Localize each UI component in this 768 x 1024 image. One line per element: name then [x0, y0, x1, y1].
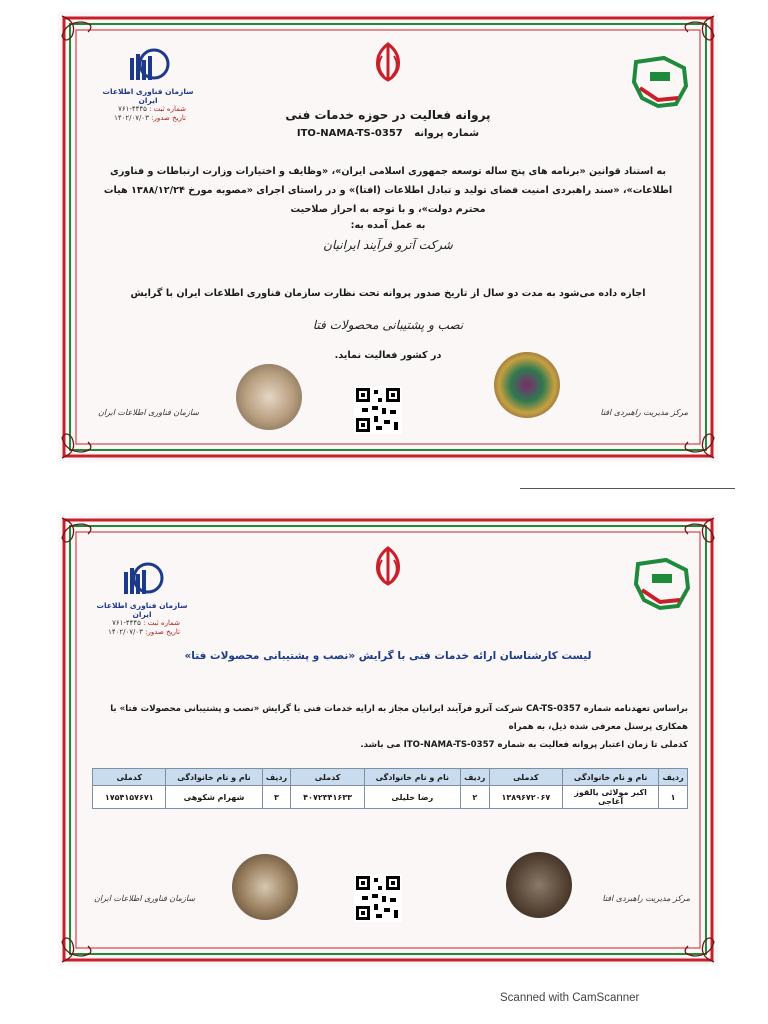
signature-left: سازمان فناوری اطلاعات ایران: [94, 894, 195, 903]
license-number-line: شماره پروانه ITO-NAMA-TS-0357: [296, 128, 480, 139]
signature-left: سازمان فناوری اطلاعات ایران: [98, 408, 199, 417]
technician-name: شهرام شکوهی: [166, 786, 262, 809]
ito-logo-icon: [120, 562, 164, 596]
license-certificate: [58, 12, 718, 462]
scanner-watermark: Scanned with CamScanner: [500, 992, 640, 1004]
col-name-header: نام و نام خانوادگی: [166, 769, 262, 786]
company-name: شرکت آترو فرآیند ایرانیان: [323, 238, 453, 252]
iran-map-icon: [628, 54, 692, 110]
issue-date: تاریخ صدور: ۱۴۰۲/۰۷/۰۳: [108, 628, 180, 636]
national-id: ۱۷۵۴۱۵۷۶۷۱: [93, 786, 166, 809]
col-id-header: کدملی: [489, 769, 562, 786]
official-stamp-icon: [506, 852, 572, 918]
national-id: ۱۳۸۹۶۷۲۰۶۷: [489, 786, 562, 809]
technician-name: رضا خلیلی: [364, 786, 460, 809]
col-id-header: کدملی: [93, 769, 166, 786]
certificate-title: پروانه فعالیت در حوزه خدمات فنی: [285, 108, 491, 122]
org-name: سازمان فناوری اطلاعات ایران: [102, 87, 194, 105]
list-title: لیست کارشناسان ارائه خدمات فنی با گرایش «نصب و پشتیبانی محصولات فتا»: [184, 650, 592, 662]
col-name-header: نام و نام خانوادگی: [364, 769, 460, 786]
technician-name: اکبر مولائی یالقوز آغاجی: [563, 786, 659, 809]
hologram-seal-icon: [232, 854, 298, 920]
iran-emblem-icon: [368, 544, 408, 588]
iran-map-logo: [628, 54, 698, 114]
col-name-header: نام و نام خانوادگی: [563, 769, 659, 786]
registration-number: شماره ثبت : ۴۴۴۵-۷۶۱: [118, 105, 186, 113]
activity-line: در کشور فعالیت نماید.: [334, 350, 442, 361]
table-row: [93, 786, 688, 809]
ito-logo-block: [92, 562, 192, 637]
signature-right: مرکز مدیریت راهبردی افتا: [600, 408, 688, 417]
org-name: سازمان فناوری اطلاعات ایران: [96, 601, 188, 619]
col-row-header: ردیف: [460, 769, 489, 786]
national-id: ۴۰۷۲۳۴۱۶۳۳: [291, 786, 364, 809]
col-row-header: ردیف: [262, 769, 291, 786]
iran-emblem-icon: [368, 40, 408, 84]
permit-line: اجازه داده می‌شود به مدت دو سال از تاریخ صدور پروانه تحت نظارت سازمان فناوری اطلاعات ایران با گرایش: [130, 288, 646, 299]
row-number: ۳: [262, 786, 291, 809]
registration-number: شماره ثبت : ۴۴۴۵-۷۶۱: [112, 619, 180, 627]
technicians-table: [92, 768, 688, 809]
signature-right: مرکز مدیریت راهبردی افتا: [602, 894, 690, 903]
license-number: ITO-NAMA-TS-0357: [296, 128, 403, 139]
page-separator: [520, 488, 735, 489]
col-id-header: کدملی: [291, 769, 364, 786]
hologram-seal-icon: [236, 364, 302, 430]
activity-field: نصب و پشتیبانی محصولات فتا: [312, 318, 464, 332]
legal-paragraph: به استناد قوانین «برنامه های پنج ساله توسعه جمهوری اسلامی ایران»، «وظایف و اختیارات وزارت ارتباطات و فناوری اطلاعات»، «سند راهبردی امنیت فضای تولید و تبادل اطلاعات (افتا)» و در راستای اجرای «مصوبه مورخ ۱۳۸۸/۱۲/۲۴ هیات محترم دولت»، و با توجه به احراز صلاحیت: [103, 166, 673, 215]
row-number: ۱: [659, 786, 688, 809]
row-number: ۲: [460, 786, 489, 809]
qr-code-icon: [354, 874, 402, 922]
commitment-paragraph: براساس تعهدنامه شماره CA-TS-0357 شرکت آترو فرآیند ایرانیان مجاز به ارایه خدمات فنی با گرایش «نصب و پشتیبانی محصولات فتا» با همکاری پرسنل معرفی شده ذیل، به همراه کدملی تا زمان اعتبار پروانه فعالیت به شماره ITO-NAMA-TS-0357 می باشد.: [110, 704, 688, 750]
iran-map-icon: [630, 556, 694, 612]
table-header-row: [93, 769, 688, 786]
official-stamp-icon: [494, 352, 560, 418]
qr-code-icon: [354, 386, 402, 434]
ito-logo-icon: [126, 48, 170, 82]
issue-date: تاریخ صدور: ۱۴۰۲/۰۷/۰۳: [114, 114, 186, 122]
made-to-line: به عمل آمده به:: [350, 220, 426, 231]
col-row-header: ردیف: [659, 769, 688, 786]
iran-map-logo: [630, 556, 700, 616]
technicians-list-certificate: [58, 514, 718, 966]
